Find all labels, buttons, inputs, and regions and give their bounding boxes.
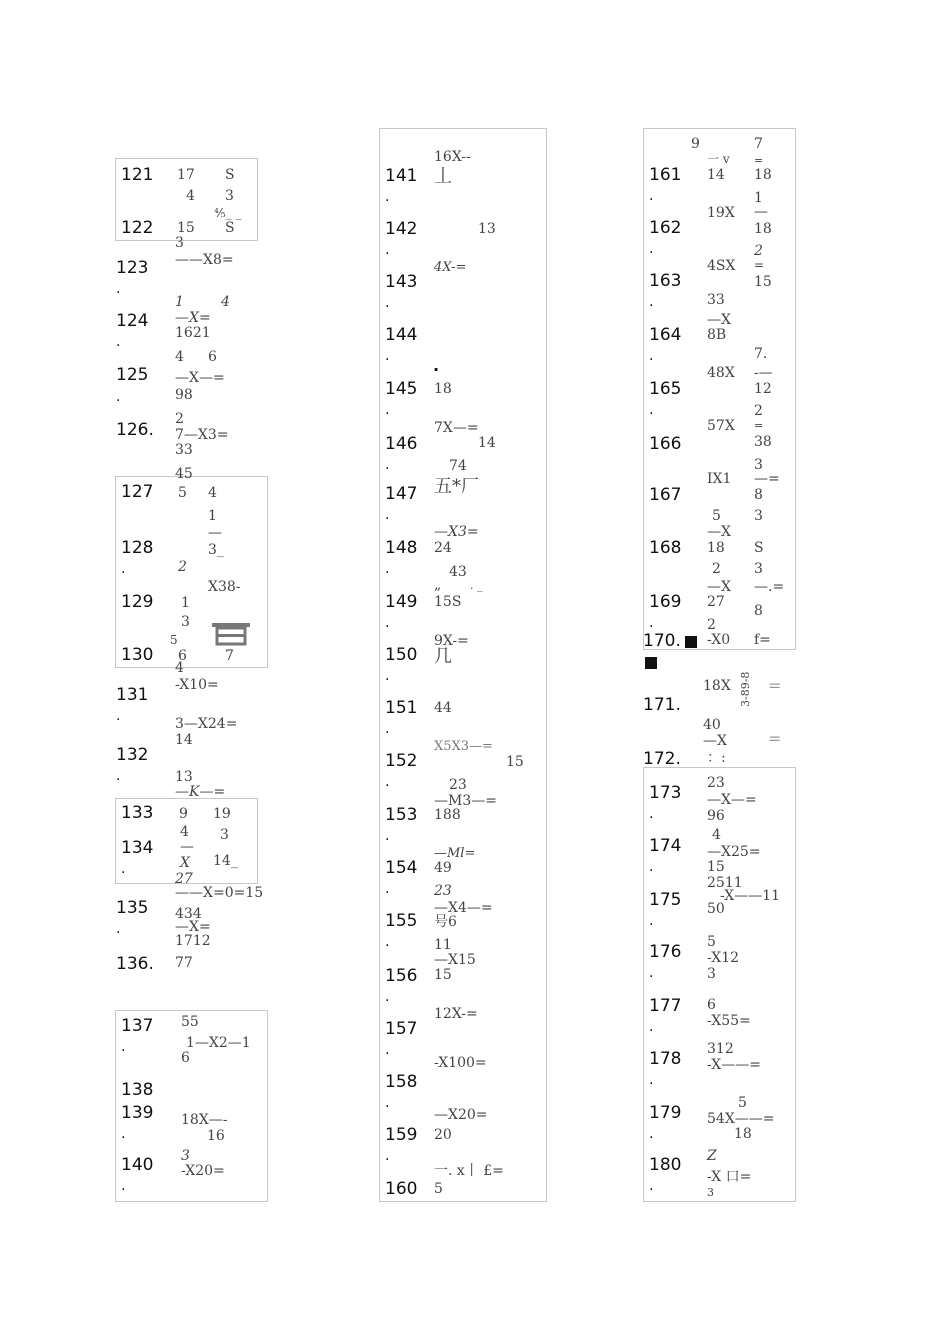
expression-text: X5X3—= [434,739,493,754]
expression-text: = [768,676,782,695]
expression-text: 6 [707,997,716,1013]
expression-text: 20 [434,1127,452,1143]
expression-text: X [180,855,190,871]
problem-number: 126. [116,420,154,440]
problem-number: 122 [121,218,154,238]
problem-number: 166 [649,434,682,454]
expression-text: 7X—= [434,420,479,436]
problem-number: 141 [385,166,418,186]
expression-text: —.= [754,579,785,595]
expression-text: = [754,258,765,272]
expression-text: 2 [754,403,763,419]
problem-number: 159 [385,1125,418,1145]
dot-mark: . [385,1148,390,1164]
expression-text: -X20= [181,1163,225,1179]
expression-text: 49 [434,860,452,876]
expression-text: —X [703,733,727,749]
expression-text: 3 [754,508,763,524]
dot-mark: . [649,241,654,257]
problem-number: 128 [121,538,154,558]
expression-text: 3—X24= [175,716,238,732]
dot-mark: . [121,1039,126,1055]
dot-mark: . [385,668,390,684]
expression-text: 1 [208,508,217,524]
expression-text: 434 [175,906,202,922]
dot-mark: . [385,881,390,897]
expression-text: 312 [707,1041,734,1057]
dot-mark: . [116,389,121,405]
expression-text: 4 [208,485,217,501]
problem-number: 178 [649,1049,682,1069]
expression-text: X38- [208,579,241,595]
expression-text: 55 [181,1014,199,1030]
problem-number: 151 [385,698,418,718]
problem-number: 158 [385,1072,418,1092]
expression-text: 54X——= [707,1111,775,1127]
problem-number: 153 [385,805,418,825]
problem-number: 136. [116,954,154,974]
expression-text: 8B [707,327,727,343]
problem-number: 146 [385,434,418,454]
expression-text: 7. [754,346,768,362]
expression-text: 3 [220,827,229,843]
problem-number: 125 [116,365,149,385]
expression-text: -X——= [707,1057,761,1073]
expression-text: 1 [175,294,184,310]
expression-text: 98 [175,387,193,403]
expression-text: ：: [707,750,726,766]
expression-text: S [225,167,235,183]
problem-number: 121 [121,165,154,185]
problem-number: 139 [121,1103,154,1123]
square-bullet-icon [685,636,697,648]
problem-number: 145 [385,379,418,399]
expression-text: 50 [707,901,725,917]
expression-text: 3 [181,614,190,630]
expression-text: 18X [703,678,731,694]
expression-text: 3 [707,966,716,982]
expression-text: -X0 [707,632,731,648]
dot-mark: . [121,561,126,577]
expression-text: — [208,525,222,541]
problem-number: 168 [649,538,682,558]
dot-mark: . [385,615,390,631]
expression-text: —X4—= [434,900,493,916]
expression-text: 1 [754,190,763,206]
expression-text: 18 [734,1126,752,1142]
expression-text: —X [707,579,731,595]
problem-number: 172. [643,749,681,769]
expression-text: f= [754,632,771,648]
expression-text: 14 [707,167,725,183]
dot-mark: . [649,1072,654,1088]
expression-text: —X3= [434,524,479,540]
dot-mark: . [385,934,390,950]
expression-text: 7 [754,136,763,152]
expression-text: 4 [180,824,189,840]
expression-text: 7—X3= [175,427,229,443]
expression-text: 96 [707,808,725,824]
expression-text: . _ [470,579,483,592]
square-bullet-icon [645,657,657,669]
expression-text: 12 [754,381,772,397]
expression-text: 6 [208,349,217,365]
expression-text: 几 [434,646,452,667]
expression-text: 13 [478,221,496,237]
expression-text: 188 [434,807,461,823]
expression-text: 23 [707,775,725,791]
expression-text: 3 [181,1148,190,1164]
expression-text: 74 [449,458,467,474]
expression-text: 五*厂 [434,476,479,497]
problem-number: 149 [385,592,418,612]
problem-number: 156 [385,966,418,986]
expression-text: 5 [434,1181,443,1197]
expression-text: —= [754,471,780,487]
dot-mark: . [385,507,390,523]
expression-text: 12X-= [434,1006,478,1022]
expression-text: 2511 [707,875,743,891]
expression-text: 4SX [707,258,736,274]
problem-number: 165 [649,379,682,399]
expression-text: 15 [754,274,772,290]
expression-text: —X25= [707,844,761,860]
expression-text: ——X=0=15 [175,885,264,901]
dot-mark: . [385,348,390,364]
problem-number: 143 [385,272,418,292]
expression-text: 2 [707,617,716,633]
problem-number: 144 [385,325,418,345]
dot-mark: . [116,281,121,297]
dot-mark: . [649,859,654,875]
expression-text: 15 [434,967,452,983]
expression-text: 27 [707,594,725,610]
expression-text: ——X8= [175,252,234,268]
expression-text: —X= [175,310,211,326]
expression-text: ⅘_ _ [214,206,242,220]
expression-text: 13 [175,769,193,785]
expression-text: 4 [712,827,721,843]
problem-number: 162 [649,218,682,238]
expression-text: 一. x丨 £= [434,1163,504,1179]
expression-text: 33 [175,442,193,458]
problem-number: 152 [385,751,418,771]
problem-number: 180 [649,1155,682,1175]
expression-text: 17 [177,167,195,183]
expression-text: 丄 [434,166,452,187]
expression-text: 18 [707,540,725,556]
dot-mark: . [121,1126,126,1142]
problem-number: 154 [385,858,418,878]
expression-text: 9 [179,806,188,822]
expression-text: Z [707,1148,717,1164]
expression-text: 33 [707,292,725,308]
dot-mark: . [121,1178,126,1194]
expression-text: -X 口= [707,1169,752,1185]
dot-mark: . [385,457,390,473]
expression-text: — [180,839,194,855]
expression-text: 3 [707,1186,714,1199]
problem-number: 130 [121,645,154,665]
problem-number: 140 [121,1155,154,1175]
problem-number: 171. [643,695,681,715]
expression-text: 44 [434,700,452,716]
dot-mark: . [385,721,390,737]
expression-text: —M3—= [434,793,497,809]
dot-mark: . [649,402,654,418]
problem-number: 173 [649,783,682,803]
expression-text: 8 [754,603,763,619]
problem-number: 170. [643,631,681,651]
expression-text: -X55= [707,1013,751,1029]
expression-text: 5 [712,508,721,524]
dot-mark: . [385,774,390,790]
problem-number: 155 [385,911,418,931]
problem-number: 148 [385,538,418,558]
expression-text: 5 [707,934,716,950]
dot-mark: . [116,334,121,350]
problem-number: 124 [116,311,149,331]
expression-text: S [225,220,235,236]
problem-number: 135 [116,898,149,918]
dot-mark: . [385,1042,390,1058]
expression-text: 1621 [175,325,211,341]
expression-text: -X——11 [720,888,781,904]
dot-mark: . [385,189,390,205]
expression-text: 1—X2—1 [186,1035,251,1051]
expression-text: 27 [175,871,193,887]
expression-text: 7 [225,648,234,664]
expression-text: 24 [434,540,452,556]
expression-text: 9X-= [434,633,469,649]
expression-text: -X10= [175,677,219,693]
problem-number: 167 [649,485,682,505]
expression-text: 45 [175,466,193,482]
expression-text: 号6 [434,914,457,930]
dot-mark: . [385,561,390,577]
dot-mark: . [649,1126,654,1142]
dot-mark: . [116,921,121,937]
expression-text: -— [754,365,773,381]
expression-text: —X—= [175,370,225,386]
dot-mark: . [649,1019,654,1035]
expression-text: 2 [712,561,721,577]
expression-text: —X [707,312,731,328]
expression-text: 77 [175,955,193,971]
expression-text: = [768,729,782,748]
expression-text: 14_ [213,853,238,869]
expression-text: 4 [186,188,195,204]
expression-text: 1712 [175,933,211,949]
expression-text: 5 [170,633,178,647]
problem-number: 160 [385,1179,418,1199]
expression-text: 18X—- [181,1112,228,1128]
expression-text: IX1 [707,471,732,487]
dot-mark: . [116,708,121,724]
expression-text: S [754,540,764,556]
problem-number: 150 [385,645,418,665]
problem-number: 133 [121,803,154,823]
expression-text: —X [707,524,731,540]
dot-mark: . [649,806,654,822]
expression-text: 2 [754,243,763,259]
expression-text: 5 [178,485,187,501]
expression-text: 16X-- [434,149,471,165]
expression-text: 3-89-8 [739,671,752,707]
problem-number: 132 [116,745,149,765]
expression-text: 23 [434,883,452,899]
expression-text: 一 v [707,152,730,166]
problem-number: 175 [649,890,682,910]
expression-text: 4 [175,349,184,365]
expression-text: —Ml= [434,846,476,861]
expression-text: 5 [738,1095,747,1111]
problem-number: 157 [385,1019,418,1039]
problem-number: 131 [116,685,149,705]
expression-text: 6 [178,648,187,664]
dot-mark: . [649,348,654,364]
expression-text: 11 [434,937,452,953]
dot-mark: . [385,1095,390,1111]
expression-text: 4 [221,294,230,310]
problem-number: 123 [116,258,149,278]
seal-glyph-icon [211,622,251,646]
expression-text: 3_ [208,542,224,558]
expression-text: 3 [754,457,763,473]
problem-number: 129 [121,592,154,612]
expression-text: 19 [213,806,231,822]
expression-text: 15 [707,859,725,875]
expression-text: „ [434,577,442,593]
expression-text: 8 [754,487,763,503]
expression-text: 16 [207,1128,225,1144]
expression-text: 15 [177,220,195,236]
problem-number: 137 [121,1016,154,1036]
expression-text: 48X [707,365,735,381]
problem-number: 138 [121,1080,154,1100]
expression-text: = [754,419,764,432]
expression-text: 14 [175,732,193,748]
expression-text: -X12 [707,950,740,966]
expression-text: 2 [178,559,187,575]
problem-number: 147 [385,484,418,504]
expression-text: 2 [175,411,184,427]
dot-mark: . [649,965,654,981]
expression-text: — [754,204,768,220]
dot-mark: . [121,861,126,877]
expression-text: 14 [478,435,496,451]
expression-text: —X= [175,919,211,935]
expression-text: 3 [175,235,184,251]
expression-text: 15 [506,754,524,770]
expression-text: 43 [449,564,467,580]
expression-text: 57X [707,418,735,434]
expression-text: 3 [225,188,234,204]
expression-text: 18 [754,167,772,183]
dot-mark: . [433,356,440,375]
problem-number: 142 [385,219,418,239]
problem-number: 127 [121,482,154,502]
dot-mark: . [116,768,121,784]
expression-text: 18 [434,381,452,397]
dot-mark: . [385,989,390,1005]
problem-number: 134 [121,838,154,858]
dot-mark: . [649,1178,654,1194]
dot-mark: . [649,294,654,310]
problem-number: 179 [649,1103,682,1123]
dot-mark: . [385,295,390,311]
expression-text: 18 [754,221,772,237]
dot-mark: . [385,402,390,418]
expression-text: -X100= [434,1055,487,1071]
expression-text: 9 [691,136,700,152]
expression-text: —X20= [434,1107,488,1123]
dot-mark: . [649,615,654,631]
dot-mark: . [385,828,390,844]
dot-mark: . [649,913,654,929]
expression-text: 1 [181,595,190,611]
dot-mark: . [649,188,654,204]
expression-text: 38 [754,434,772,450]
expression-text: 23 [449,777,467,793]
expression-text: 4 [175,660,184,676]
dot-mark: . [385,242,390,258]
problem-number: 177 [649,996,682,1016]
expression-text: = [754,154,764,167]
expression-text: 40 [703,717,721,733]
expression-text: 6 [181,1050,190,1066]
problem-number: 174 [649,836,682,856]
expression-text: 4X-= [434,260,467,275]
expression-text: —X—= [707,792,757,808]
expression-text: 19X [707,205,735,221]
problem-number: 161 [649,165,682,185]
problem-number: 169 [649,592,682,612]
problem-number: 176 [649,942,682,962]
expression-text: 3 [754,561,763,577]
expression-text: —X15 [434,952,476,968]
problem-number: 164 [649,325,682,345]
expression-text: —K—= [175,784,226,800]
expression-text: 15S [434,594,462,610]
problem-number: 163 [649,271,682,291]
